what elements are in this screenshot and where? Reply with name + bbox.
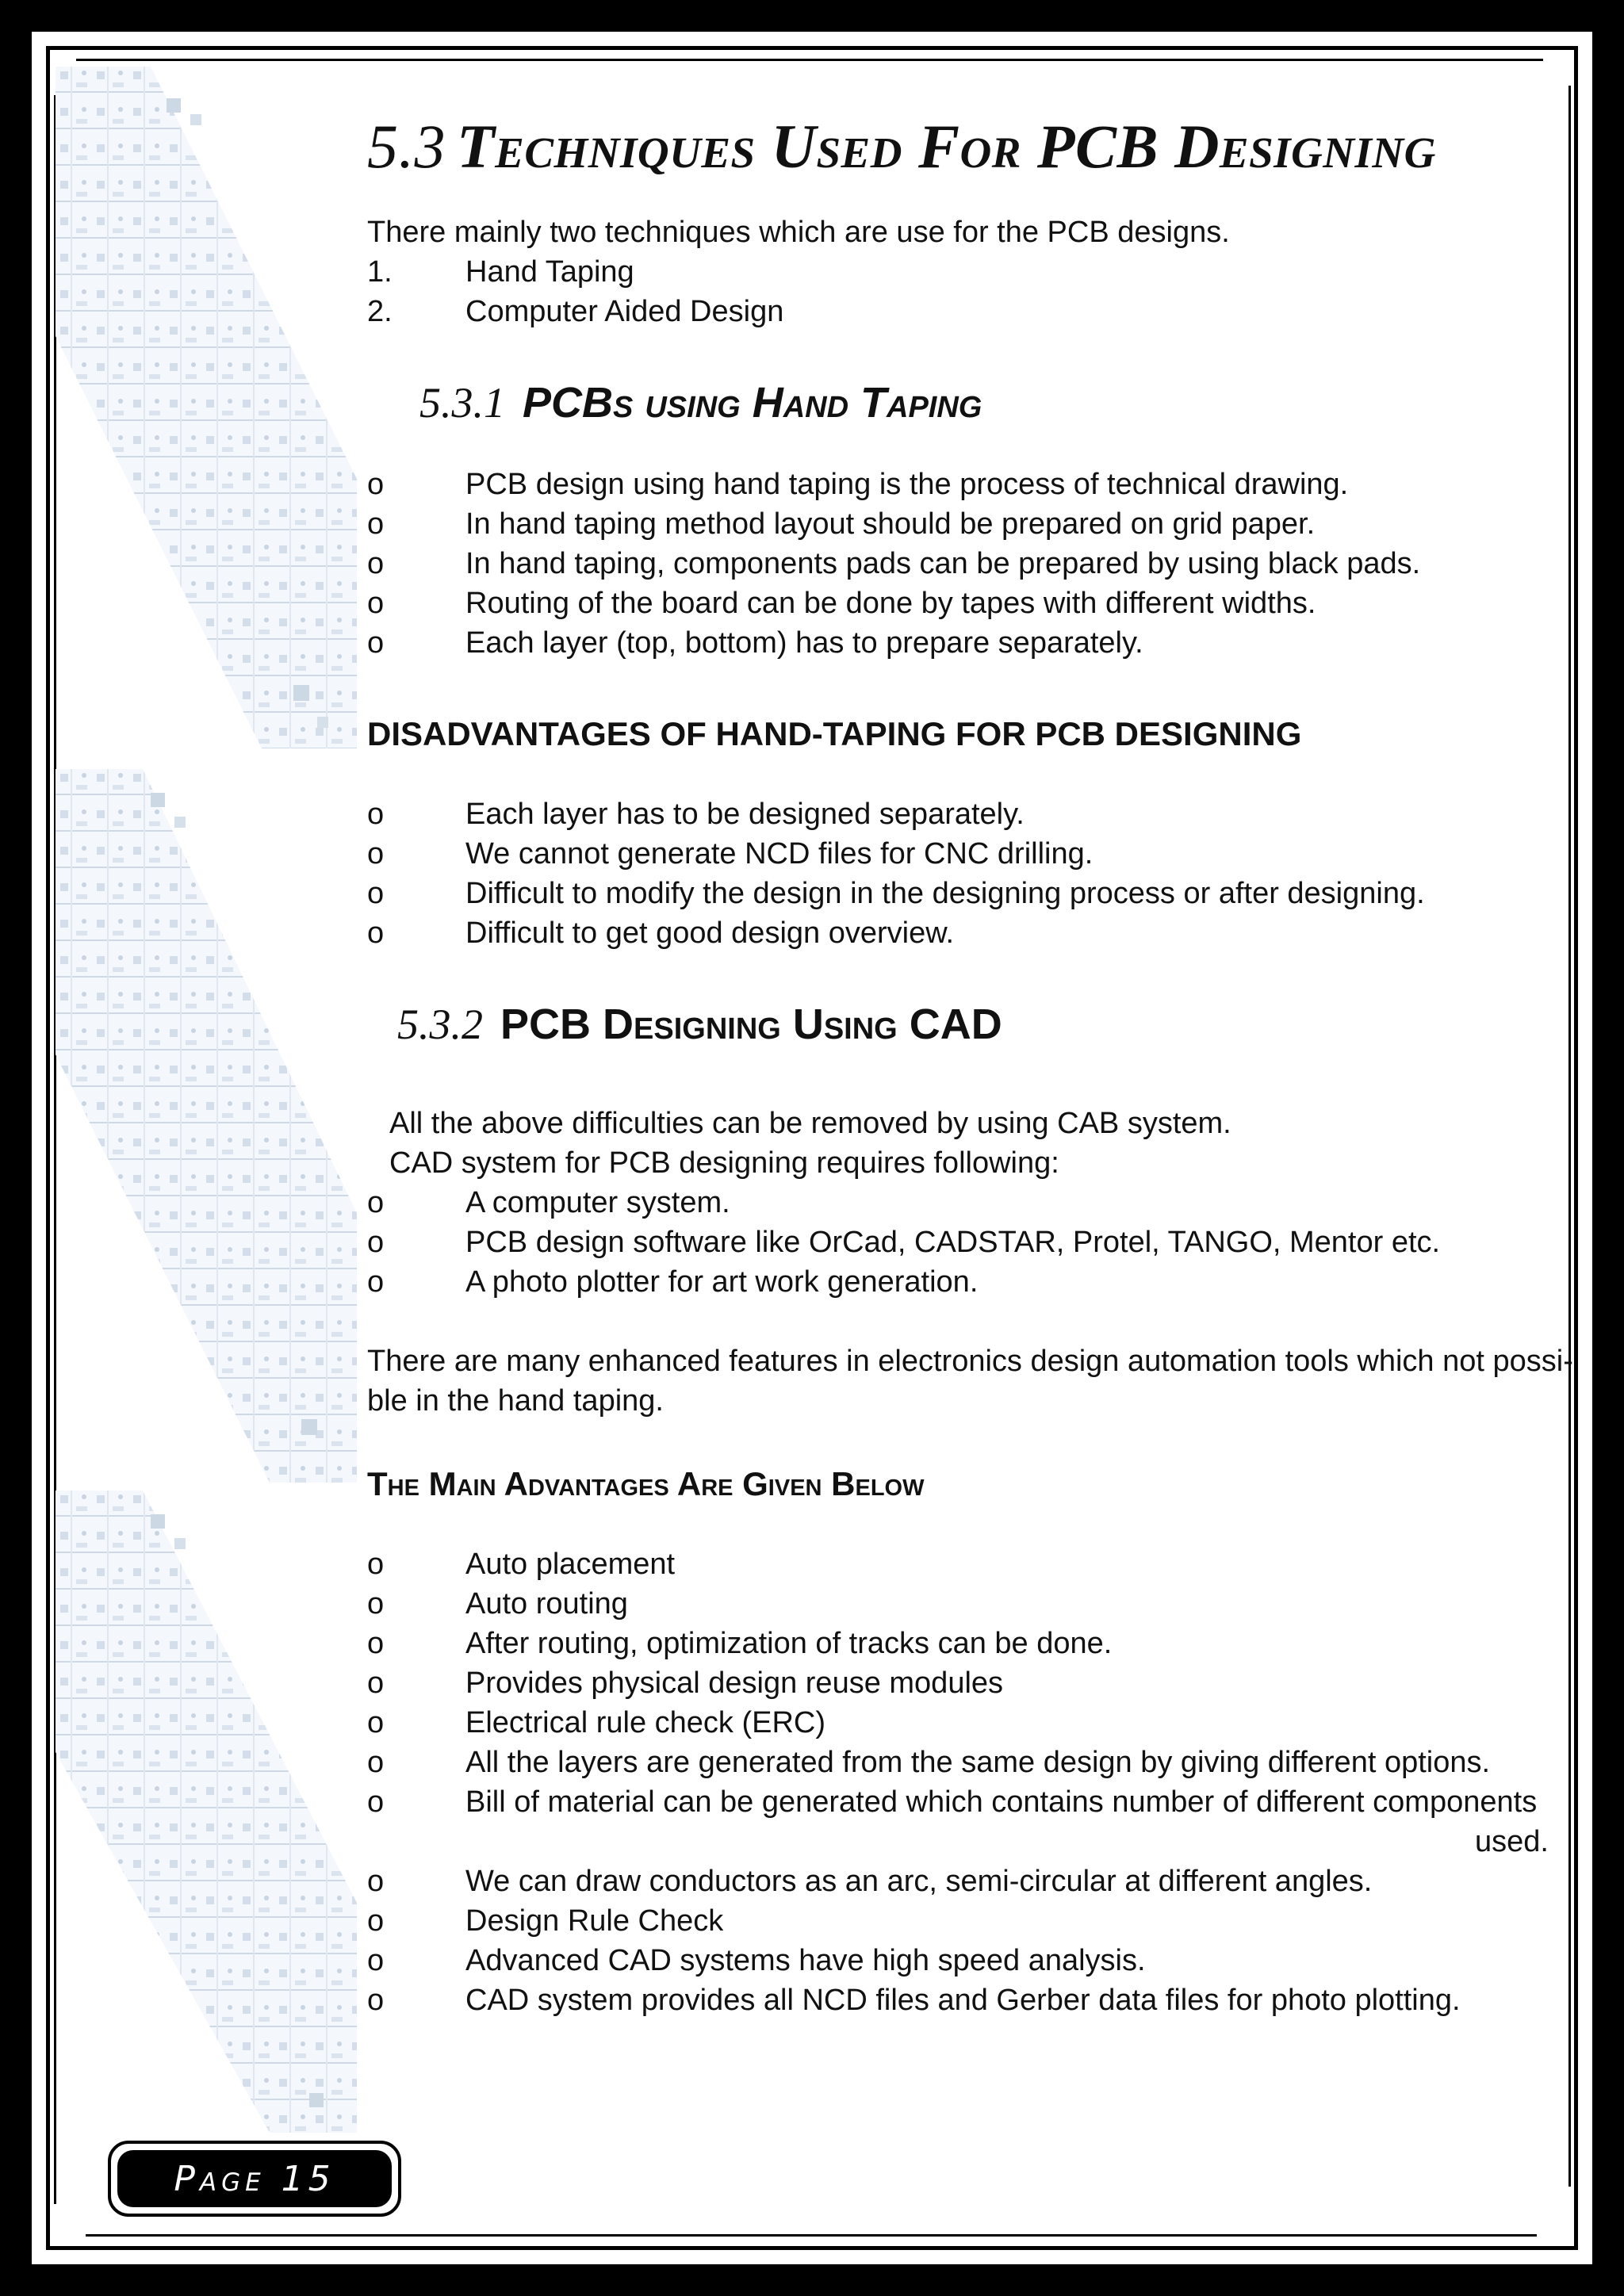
- disadvantages-heading: DISADVANTAGES OF HAND-TAPING FOR PCB DESIGNING: [367, 715, 1302, 752]
- list-item: o Each layer has to be designed separately.: [367, 798, 1025, 831]
- list-item: o In hand taping method layout should be prepared on grid paper.: [367, 507, 1316, 541]
- list-item: o We can draw conductors as an arc, semi-circular at different angles.: [367, 1865, 1373, 1898]
- paragraph-line: There are many enhanced features in electronics design automation tools which not possi-: [367, 1345, 1573, 1378]
- list-item: o Bill of material can be generated which contains number of different components: [367, 1785, 1538, 1819]
- list-item-wrap: used.: [1475, 1825, 1549, 1858]
- list-item: 1. Hand Taping: [367, 255, 634, 289]
- section-heading-cad: 5.3.2 PCB Designing Using CAD: [397, 1001, 1002, 1048]
- page-title: [367, 103, 1572, 190]
- list-item: o PCB design using hand taping is the process of technical drawing.: [367, 468, 1349, 501]
- cad-line: CAD system for PCB designing requires following:: [389, 1146, 1059, 1180]
- section-heading-hand-taping: 5.3.1 PCBs using Hand Taping: [419, 379, 982, 427]
- list-item: o Design Rule Check: [367, 1904, 724, 1938]
- page-content: [367, 103, 1572, 2020]
- list-item: o After routing, optimization of tracks can be done.: [367, 1627, 1113, 1660]
- list-item: o All the layers are generated from the same design by giving different options.: [367, 1746, 1491, 1779]
- list-item: o PCB design software like OrCad, CADSTAR, Protel, TANGO, Mentor etc.: [367, 1226, 1441, 1259]
- list-item: o Routing of the board can be done by tapes with different widths.: [367, 587, 1316, 620]
- list-item: o Difficult to modify the design in the designing process or after designing.: [367, 877, 1425, 910]
- title-text: Techniques Used For PCB Designing: [457, 112, 1436, 181]
- frame-top-rule: [76, 59, 1543, 61]
- list-item: 2. Computer Aided Design: [367, 295, 784, 328]
- pcb-decoration-bottom: [56, 1490, 357, 2133]
- paragraph-line: ble in the hand taping.: [367, 1384, 664, 1418]
- list-item: o Provides physical design reuse modules: [367, 1667, 1004, 1700]
- advantages-heading: The Main Advantages Are Given Below: [367, 1465, 925, 1502]
- frame-bottom-rule: [86, 2234, 1537, 2237]
- intro-text: There mainly two techniques which are use for the PCB designs.: [367, 216, 1230, 249]
- pcb-decoration-middle: [56, 769, 357, 1483]
- list-item: o Electrical rule check (ERC): [367, 1706, 825, 1739]
- cad-line: All the above difficulties can be removed by using CAB system.: [389, 1107, 1231, 1140]
- list-item: o CAD system provides all NCD files and Gerber data files for photo plotting.: [367, 1984, 1461, 2017]
- list-item: o Difficult to get good design overview.: [367, 916, 955, 950]
- list-item: o In hand taping, components pads can be prepared by using black pads.: [367, 547, 1421, 580]
- list-item: o Auto routing: [367, 1587, 628, 1621]
- list-item: o We cannot generate NCD files for CNC drilling.: [367, 837, 1094, 871]
- page-number-badge: [108, 2141, 401, 2217]
- list-item: o A photo plotter for art work generation.: [367, 1265, 979, 1299]
- list-item: o Auto placement: [367, 1548, 676, 1581]
- title-number: 5.3: [367, 112, 446, 181]
- pcb-decoration-top: [56, 67, 357, 748]
- list-item: o A computer system.: [367, 1186, 730, 1219]
- list-item: o Each layer (top, bottom) has to prepare separately.: [367, 626, 1143, 660]
- list-item: o Advanced CAD systems have high speed analysis.: [367, 1944, 1146, 1977]
- page-number-label: Page 15: [174, 2158, 335, 2199]
